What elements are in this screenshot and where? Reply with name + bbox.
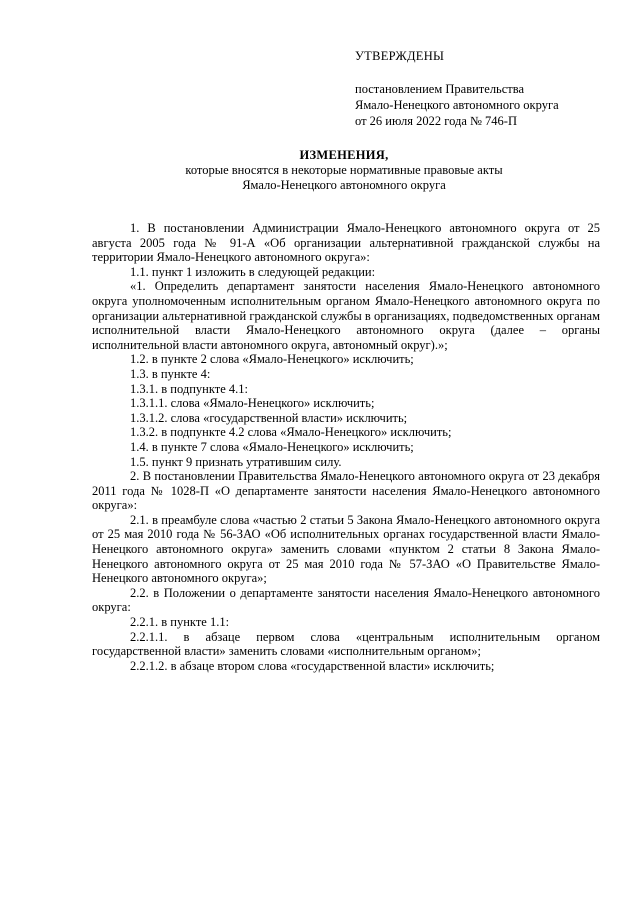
paragraph: 2.2.1.2. в абзаце втором слова «государственной власти» исключить; bbox=[130, 658, 495, 673]
paragraph: 1. В постановлении Администрации Ямало-Ненецкого автономного округа от 25 августа 2005 года № 91-А «Об организации альтернативной гражданской службы на территории Ямало-Ненецкого автономного округа»: bbox=[92, 221, 600, 265]
approval-block bbox=[355, 48, 625, 129]
document-body bbox=[92, 221, 600, 673]
paragraph: 2.1. в преамбуле слова «частью 2 статьи 5 Закона Ямало-Ненецкого автономного округа от 25 мая 2010 года № 56-ЗАО «Об исполнительных органах государственной власти Ямало-Ненецкого автономного округа» заменить словами «пунктом 2 статьи 8 Закона Ямало-Ненецкого автономного округа от 25 мая 2010 года № 57-ЗАО «О Правительстве Ямало-Ненецкого автономного округа»; bbox=[92, 512, 600, 586]
paragraph: 1.3.1. в подпункте 4.1: bbox=[130, 381, 248, 396]
document-subtitle-line: которые вносятся в некоторые нормативные правовые акты bbox=[185, 163, 503, 177]
paragraph: 2. В постановлении Правительства Ямало-Ненецкого автономного округа от 23 декабря 2011 года № 1028-П «О департаменте занятости населения Ямало-Ненецкого автономного округа»: bbox=[92, 469, 600, 513]
approval-heading: УТВЕРЖДЕНЫ bbox=[355, 49, 445, 63]
paragraph: 1.4. в пункте 7 слова «Ямало-Ненецкого» исключить; bbox=[130, 439, 414, 454]
approval-line: Ямало-Ненецкого автономного округа bbox=[355, 98, 559, 112]
paragraph: «1. Определить департамент занятости населения Ямало-Ненецкого автономного округа уполномоченным исполнительным органом Ямало-Ненецкого автономного округа по организации альтернативной гражданской службы в организациях, подведомственных органам исполнительной власти Ямало-Ненецкого автономного округа (далее – органы исполнительной власти автономного округа, автономный округ).»; bbox=[92, 279, 600, 352]
paragraph: 1.3.2. в подпункте 4.2 слова «Ямало-Ненецкого» исключить; bbox=[130, 425, 452, 440]
paragraph: 1.3.1.2. слова «государственной власти» исключить; bbox=[130, 410, 408, 425]
paragraph: 1.5. пункт 9 признать утратившим силу. bbox=[130, 454, 342, 469]
document-title-block bbox=[92, 148, 596, 193]
paragraph: 2.2. в Положении о департаменте занятости населения Ямало-Ненецкого автономного округа: bbox=[92, 585, 600, 615]
approval-line: постановлением Правительства bbox=[355, 82, 525, 96]
paragraph: 1.2. в пункте 2 слова «Ямало-Ненецкого» исключить; bbox=[130, 352, 414, 367]
paragraph: 2.2.1. в пункте 1.1: bbox=[130, 615, 230, 630]
document-title: ИЗМЕНЕНИЯ, bbox=[299, 148, 389, 162]
approval-line: от 26 июля 2022 года № 746-П bbox=[355, 114, 517, 128]
paragraph: 2.2.1.1. в абзаце первом слова «центральным исполнительным органом государственной власти» заменить словами «исполнительным органом»; bbox=[92, 629, 600, 659]
paragraph: 1.3.1.1. слова «Ямало-Ненецкого» исключить; bbox=[130, 396, 375, 411]
paragraph: 1.1. пункт 1 изложить в следующей редакции: bbox=[130, 264, 376, 279]
document-subtitle-line: Ямало-Ненецкого автономного округа bbox=[242, 178, 446, 192]
paragraph: 1.3. в пункте 4: bbox=[130, 366, 211, 381]
